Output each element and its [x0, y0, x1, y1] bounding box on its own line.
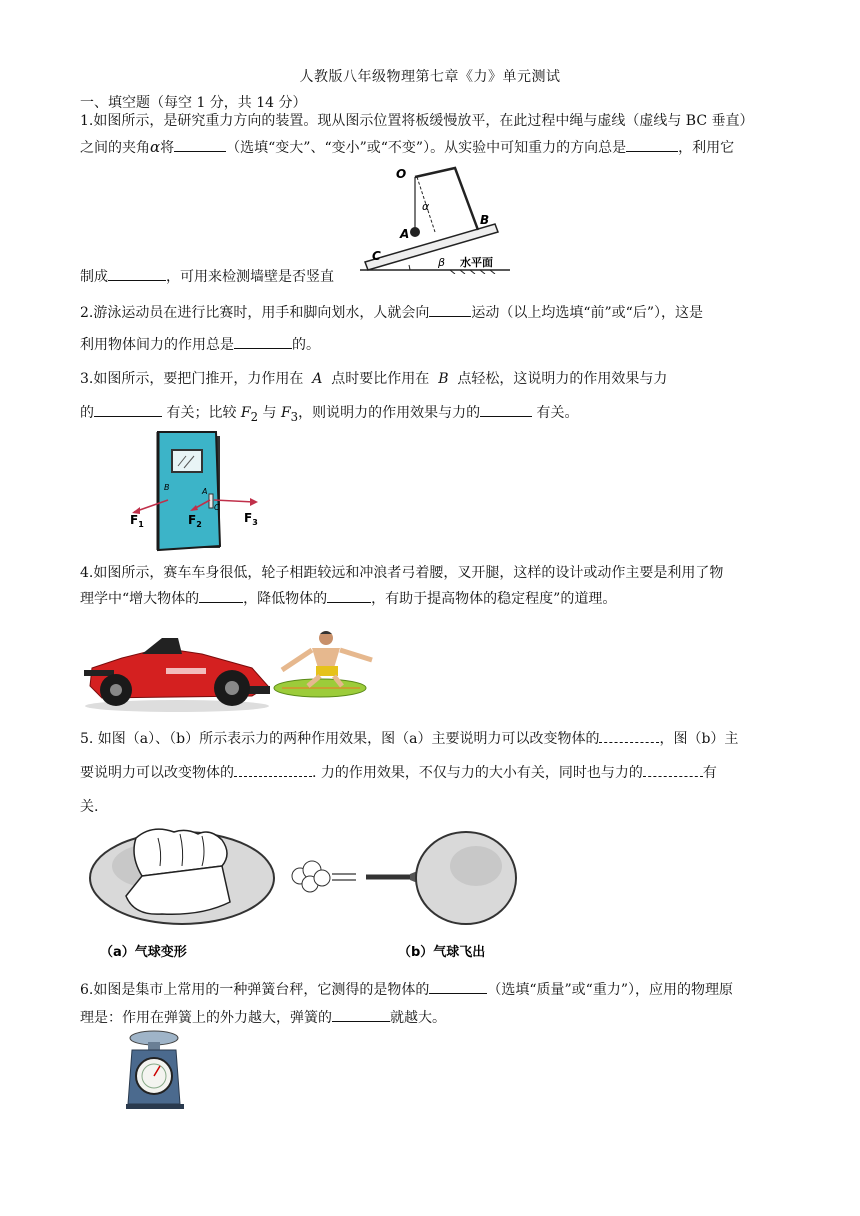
spring-scale-image [124, 1028, 188, 1110]
q5-line-3: 关. [80, 799, 99, 815]
q4-text: ，有助于提高物体的稳定程度”的道理。 [371, 591, 617, 607]
q5-text: 5. 如图（a）、（b）所示表示力的两种作用效果，图（a）主要说明力可以改变物体的 [80, 731, 600, 747]
q1-text: 制成 [80, 269, 108, 285]
q2-text: 的。 [292, 337, 320, 353]
q5-text: . 力的作用效果，不仅与力的大小有关，同时也与力的 [312, 765, 643, 781]
q3-text: 的 [80, 405, 94, 421]
point-B: B [438, 371, 449, 387]
answer-blank[interactable] [332, 1007, 390, 1022]
label-O: O [396, 167, 407, 181]
q6-text: 理是：作用在弹簧上的外力越大，弹簧的 [80, 1010, 332, 1026]
question-6 [80, 976, 780, 1032]
force-F2: F [240, 405, 251, 421]
q1-line-2 [80, 134, 780, 161]
question-3 [80, 362, 780, 434]
race-car-image [82, 624, 272, 712]
balloon-deformed-figure [82, 826, 282, 964]
label-beta: β [438, 256, 446, 269]
label-C: C [372, 249, 381, 263]
q3-text: 点时要比作用在 [331, 371, 430, 387]
q2-text: 运动（以上均选填“前”或“后”），这是 [471, 305, 703, 321]
door-label-C: C [214, 503, 220, 512]
q3-line-1 [80, 362, 780, 396]
q3-text: 有关。 [536, 405, 579, 421]
q6-text: 就越大。 [390, 1010, 446, 1026]
q3-text: 3.如图所示，要把门推开，力作用在 [80, 371, 304, 387]
answer-blank[interactable] [234, 762, 312, 777]
point-A: A [312, 371, 323, 387]
balloon-flying-figure [286, 826, 526, 964]
q3-text: ，则说明力的作用效果与力的 [298, 405, 481, 421]
answer-blank[interactable] [429, 979, 487, 994]
q2-line-2 [80, 329, 780, 361]
q6-text: 6.如图是集市上常用的一种弹簧台秤，它测得的是物体的 [80, 982, 430, 998]
force-F2-subscript: 2 [250, 409, 259, 424]
answer-blank[interactable] [643, 762, 703, 777]
door-label-B: B [164, 483, 170, 492]
q1-text: （选填“变大”、“变小”或“不变”）。从实验中可知重力的方向总是 [226, 140, 627, 156]
door-figure [128, 428, 268, 554]
q5-text: ，图（b）主 [659, 731, 739, 747]
answer-blank[interactable] [429, 302, 471, 317]
section-heading: 一、填空题（每空 1 分，共 14 分） [80, 95, 307, 111]
question-2 [80, 297, 780, 361]
force-F3-subscript: 3 [290, 409, 299, 424]
answer-blank[interactable] [626, 137, 678, 152]
label-ground: 水平面 [460, 256, 493, 269]
label-F3: $F_3$ [244, 511, 258, 527]
q5-line-2 [80, 756, 780, 790]
answer-blank[interactable] [94, 402, 162, 417]
answer-blank[interactable] [599, 728, 659, 743]
q5-text: 要说明力可以改变物体的 [80, 765, 234, 781]
q3-text: 有关；比较 [166, 405, 237, 421]
label-F1: $F_1$ [130, 513, 144, 529]
answer-blank[interactable] [199, 588, 243, 603]
q2-text: 利用物体间力的作用总是 [80, 337, 234, 353]
q4-text: ，降低物体的 [243, 591, 328, 607]
answer-blank[interactable] [480, 402, 532, 417]
label-B: B [480, 213, 490, 227]
label-F2: $F_2$ [188, 513, 202, 529]
q4-line-2 [80, 586, 780, 612]
q2-text: 2.游泳运动员在进行比赛时，用手和脚向划水，人就会向 [80, 305, 430, 321]
q6-line-1 [80, 976, 780, 1004]
label-A: A [400, 227, 410, 241]
q5-text: 有 [702, 765, 717, 781]
q3-text: 点轻松，这说明力的作用效果与力 [457, 371, 668, 387]
question-4 [80, 560, 780, 612]
q6-text: （选填“质量”或“重力”），应用的物理原 [487, 982, 733, 998]
answer-blank[interactable] [174, 137, 226, 152]
force-F3: F [280, 405, 291, 421]
q4-line-1: 4.如图所示，赛车车身很低，轮子相距较远和冲浪者弓着腰，叉开腿，这样的设计或动作主要是利用了物 [80, 565, 724, 581]
answer-blank[interactable] [327, 588, 371, 603]
q1-text: 将 [160, 140, 175, 156]
door-label-A: A [202, 487, 208, 496]
answer-blank[interactable] [108, 266, 166, 281]
q1-line-1: 1.如图所示，是研究重力方向的装置。现从图示位置将板缓慢放平，在此过程中绳与虚线（虚线与 BC 垂直） [80, 113, 754, 129]
caption-b: （b）气球飞出 [398, 945, 486, 960]
q4-text: 理学中“增大物体的 [80, 591, 200, 607]
question-1 [80, 108, 780, 161]
label-alpha: α [422, 200, 430, 213]
answer-blank[interactable] [234, 334, 292, 349]
surfer-image [272, 628, 378, 708]
q3-text: 与 [262, 405, 277, 421]
q1-text: 之间的夹角 [80, 140, 150, 156]
alpha-symbol: α [150, 138, 161, 156]
question-5 [80, 722, 780, 824]
q5-line-1 [80, 722, 780, 756]
gravity-apparatus-figure [360, 162, 510, 274]
caption-a: （a）气球变形 [100, 945, 187, 960]
q1-text: ，可用来检测墙壁是否竖直 [166, 269, 334, 285]
page-title: 人教版八年级物理第七章《力》单元测试 [299, 69, 561, 85]
q1-text: ，利用它 [678, 140, 735, 156]
q2-line-1 [80, 297, 780, 329]
